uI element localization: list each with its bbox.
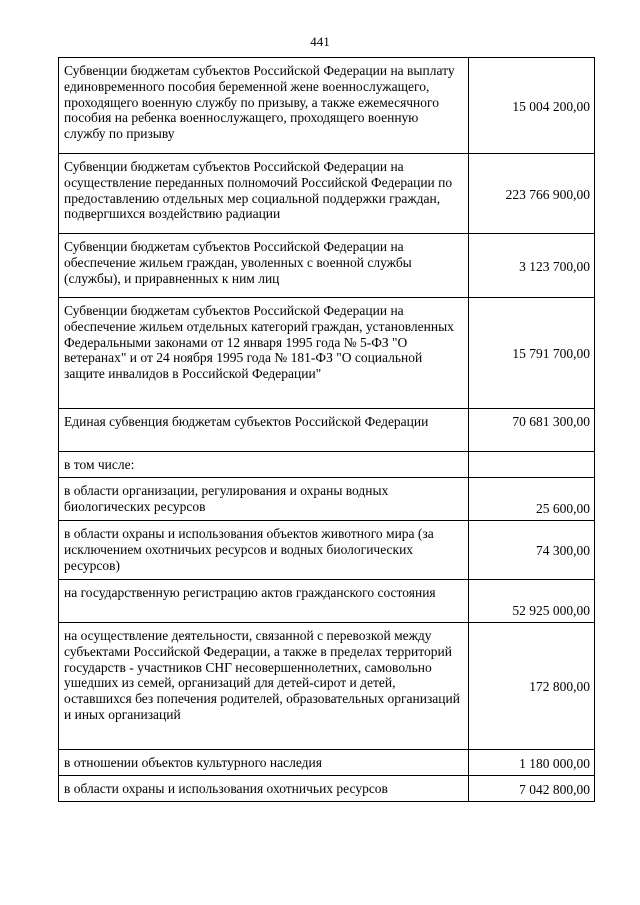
row-description: в отношении объектов культурного наследия (59, 750, 469, 776)
row-description: в области охраны и использования объектов животного мира (за исключением охотничьих ресурсов и водных биологических ресурсов) (59, 521, 469, 580)
table-row (59, 154, 595, 234)
row-description: в области охраны и использования охотничьих ресурсов (59, 776, 469, 802)
table-row (59, 521, 595, 580)
row-description: Субвенции бюджетам субъектов Российской Федерации на обеспечение жильем отдельных категорий граждан, установленных Федеральными законами от 12 января 1995 года № 5-ФЗ "О ветеранах" и от 24 ноября 1995 года № 181-ФЗ "О социальной защите инвалидов в Российской Федерации" (59, 298, 469, 409)
row-description: в том числе: (59, 452, 469, 478)
table-row (59, 478, 595, 521)
row-amount: 3 123 700,00 (469, 234, 595, 298)
table-row (59, 452, 595, 478)
row-amount: 15 004 200,00 (469, 58, 595, 154)
table-row (59, 580, 595, 623)
table-row (59, 776, 595, 802)
row-amount: 172 800,00 (469, 623, 595, 750)
row-description: Субвенции бюджетам субъектов Российской Федерации на обеспечение жильем граждан, уволенных с военной службы (службы), и приравненных к ним лиц (59, 234, 469, 298)
row-amount: 25 600,00 (469, 478, 595, 521)
table-row (59, 58, 595, 154)
budget-table (58, 57, 595, 802)
row-amount (469, 452, 595, 478)
row-description: на осуществление деятельности, связанной с перевозкой между субъектами Российской Федерации, а также в пределах территорий государств - участников СНГ несовершеннолетних, самовольно ушедших из семей, организаций для детей-сирот и детей, оставшихся без попечения родителей, образовательных организаций и иных организаций (59, 623, 469, 750)
row-description: на государственную регистрацию актов гражданского состояния (59, 580, 469, 623)
row-amount: 70 681 300,00 (469, 409, 595, 452)
page-number: 441 (310, 34, 330, 49)
table-row (59, 623, 595, 750)
table-row (59, 298, 595, 409)
row-amount: 52 925 000,00 (469, 580, 595, 623)
row-description: в области организации, регулирования и охраны водных биологических ресурсов (59, 478, 469, 521)
row-amount: 223 766 900,00 (469, 154, 595, 234)
row-description: Субвенции бюджетам субъектов Российской Федерации на выплату единовременного пособия беременной жене военнослужащего, проходящего военную службу по призыву, а также ежемесячного пособия на ребенка военнослужащего, проходящего военную службу по призыву (59, 58, 469, 154)
row-amount: 1 180 000,00 (469, 750, 595, 776)
row-description: Субвенции бюджетам субъектов Российской Федерации на осуществление переданных полномочий Российской Федерации по предоставлению отдельных мер социальной поддержки граждан, подвергшихся воздействию радиации (59, 154, 469, 234)
row-amount: 74 300,00 (469, 521, 595, 580)
row-amount: 15 791 700,00 (469, 298, 595, 409)
table-row (59, 234, 595, 298)
row-description: Единая субвенция бюджетам субъектов Российской Федерации (59, 409, 469, 452)
row-amount: 7 042 800,00 (469, 776, 595, 802)
table-row (59, 409, 595, 452)
table-row (59, 750, 595, 776)
